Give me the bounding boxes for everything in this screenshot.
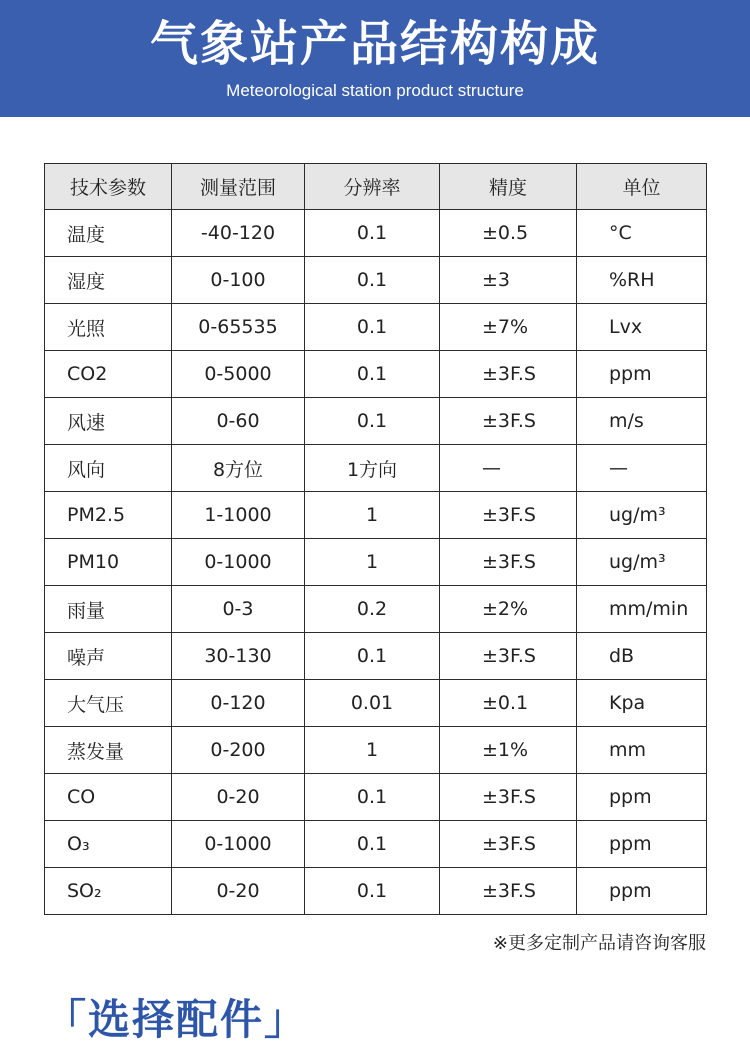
table-row: [45, 727, 707, 774]
cell-param: 大气压: [45, 680, 172, 727]
cell-resolution: 1: [305, 539, 440, 586]
table-row: [45, 821, 707, 868]
cell-param: 风速: [45, 398, 172, 445]
table-row: [45, 633, 707, 680]
cell-param: 风向: [45, 445, 172, 492]
cell-range: 30-130: [172, 633, 305, 680]
cell-resolution: 0.1: [305, 774, 440, 821]
cell-unit: ug/m³: [577, 539, 707, 586]
header-range: 测量范围: [172, 164, 305, 210]
cell-param: 蒸发量: [45, 727, 172, 774]
table-row: [45, 868, 707, 915]
cell-unit: %RH: [577, 257, 707, 304]
header-param: 技术参数: [45, 164, 172, 210]
cell-param: CO: [45, 774, 172, 821]
cell-resolution: 1方向: [305, 445, 440, 492]
table-row: [45, 398, 707, 445]
cell-accuracy: ±3F.S: [440, 868, 577, 915]
cell-range: 0-1000: [172, 821, 305, 868]
table-row: [45, 586, 707, 633]
cell-accuracy: ±3F.S: [440, 398, 577, 445]
cell-resolution: 0.1: [305, 257, 440, 304]
cell-accuracy: ±3: [440, 257, 577, 304]
header-resolution: 分辨率: [305, 164, 440, 210]
cell-accuracy: ±3F.S: [440, 821, 577, 868]
cell-resolution: 0.1: [305, 210, 440, 257]
cell-param: CO2: [45, 351, 172, 398]
cell-param: O₃: [45, 821, 172, 868]
cell-unit: °C: [577, 210, 707, 257]
cell-unit: ppm: [577, 821, 707, 868]
cell-range: 1-1000: [172, 492, 305, 539]
cell-resolution: 0.1: [305, 821, 440, 868]
cell-unit: ppm: [577, 868, 707, 915]
cell-range: 0-20: [172, 868, 305, 915]
cell-range: 0-3: [172, 586, 305, 633]
cell-range: 0-1000: [172, 539, 305, 586]
cell-unit: mm/min: [577, 586, 707, 633]
cell-range: 0-5000: [172, 351, 305, 398]
cell-range: 0-60: [172, 398, 305, 445]
cell-accuracy: —: [440, 445, 577, 492]
custom-product-note: ※更多定制产品请咨询客服: [492, 933, 706, 954]
cell-unit: ppm: [577, 774, 707, 821]
cell-accuracy: ±0.5: [440, 210, 577, 257]
header-banner: [0, 0, 750, 117]
cell-resolution: 0.1: [305, 304, 440, 351]
cell-param: SO₂: [45, 868, 172, 915]
cell-resolution: 1: [305, 727, 440, 774]
cell-param: PM2.5: [45, 492, 172, 539]
cell-range: 0-120: [172, 680, 305, 727]
cell-unit: Kpa: [577, 680, 707, 727]
table-row: [45, 210, 707, 257]
cell-resolution: 0.1: [305, 868, 440, 915]
cell-accuracy: ±3F.S: [440, 539, 577, 586]
table-row: [45, 304, 707, 351]
cell-accuracy: ±7%: [440, 304, 577, 351]
table-row: [45, 774, 707, 821]
page-subtitle: Meteorological station product structure: [226, 81, 524, 100]
cell-accuracy: ±0.1: [440, 680, 577, 727]
table-row: [45, 539, 707, 586]
cell-unit: Lvx: [577, 304, 707, 351]
cell-param: 光照: [45, 304, 172, 351]
cell-range: 0-65535: [172, 304, 305, 351]
cell-resolution: 0.01: [305, 680, 440, 727]
cell-unit: ug/m³: [577, 492, 707, 539]
table-row: [45, 680, 707, 727]
cell-param: PM10: [45, 539, 172, 586]
cell-resolution: 0.1: [305, 633, 440, 680]
table-header-row: [45, 164, 707, 210]
cell-range: 0-20: [172, 774, 305, 821]
cell-accuracy: ±2%: [440, 586, 577, 633]
cell-accuracy: ±3F.S: [440, 633, 577, 680]
cell-param: 雨量: [45, 586, 172, 633]
header-unit: 单位: [577, 164, 707, 210]
cell-accuracy: ±3F.S: [440, 492, 577, 539]
header-accuracy: 精度: [440, 164, 577, 210]
cell-unit: mm: [577, 727, 707, 774]
cell-param: 湿度: [45, 257, 172, 304]
cell-unit: ppm: [577, 351, 707, 398]
cell-param: 噪声: [45, 633, 172, 680]
cell-param: 温度: [45, 210, 172, 257]
table-row: [45, 492, 707, 539]
cell-range: -40-120: [172, 210, 305, 257]
cell-range: 0-100: [172, 257, 305, 304]
cell-range: 0-200: [172, 727, 305, 774]
page-title: 气象站产品结构构成: [149, 16, 600, 72]
cell-resolution: 0.2: [305, 586, 440, 633]
cell-unit: m/s: [577, 398, 707, 445]
cell-unit: dB: [577, 633, 707, 680]
section-title-accessories: 「选择配件」: [44, 995, 309, 1044]
table-row: [45, 257, 707, 304]
cell-resolution: 1: [305, 492, 440, 539]
cell-resolution: 0.1: [305, 351, 440, 398]
cell-accuracy: ±3F.S: [440, 351, 577, 398]
cell-resolution: 0.1: [305, 398, 440, 445]
table-row: [45, 351, 707, 398]
cell-accuracy: ±1%: [440, 727, 577, 774]
cell-accuracy: ±3F.S: [440, 774, 577, 821]
table-row: [45, 445, 707, 492]
spec-table: [44, 163, 707, 915]
cell-unit: —: [577, 445, 707, 492]
cell-range: 8方位: [172, 445, 305, 492]
